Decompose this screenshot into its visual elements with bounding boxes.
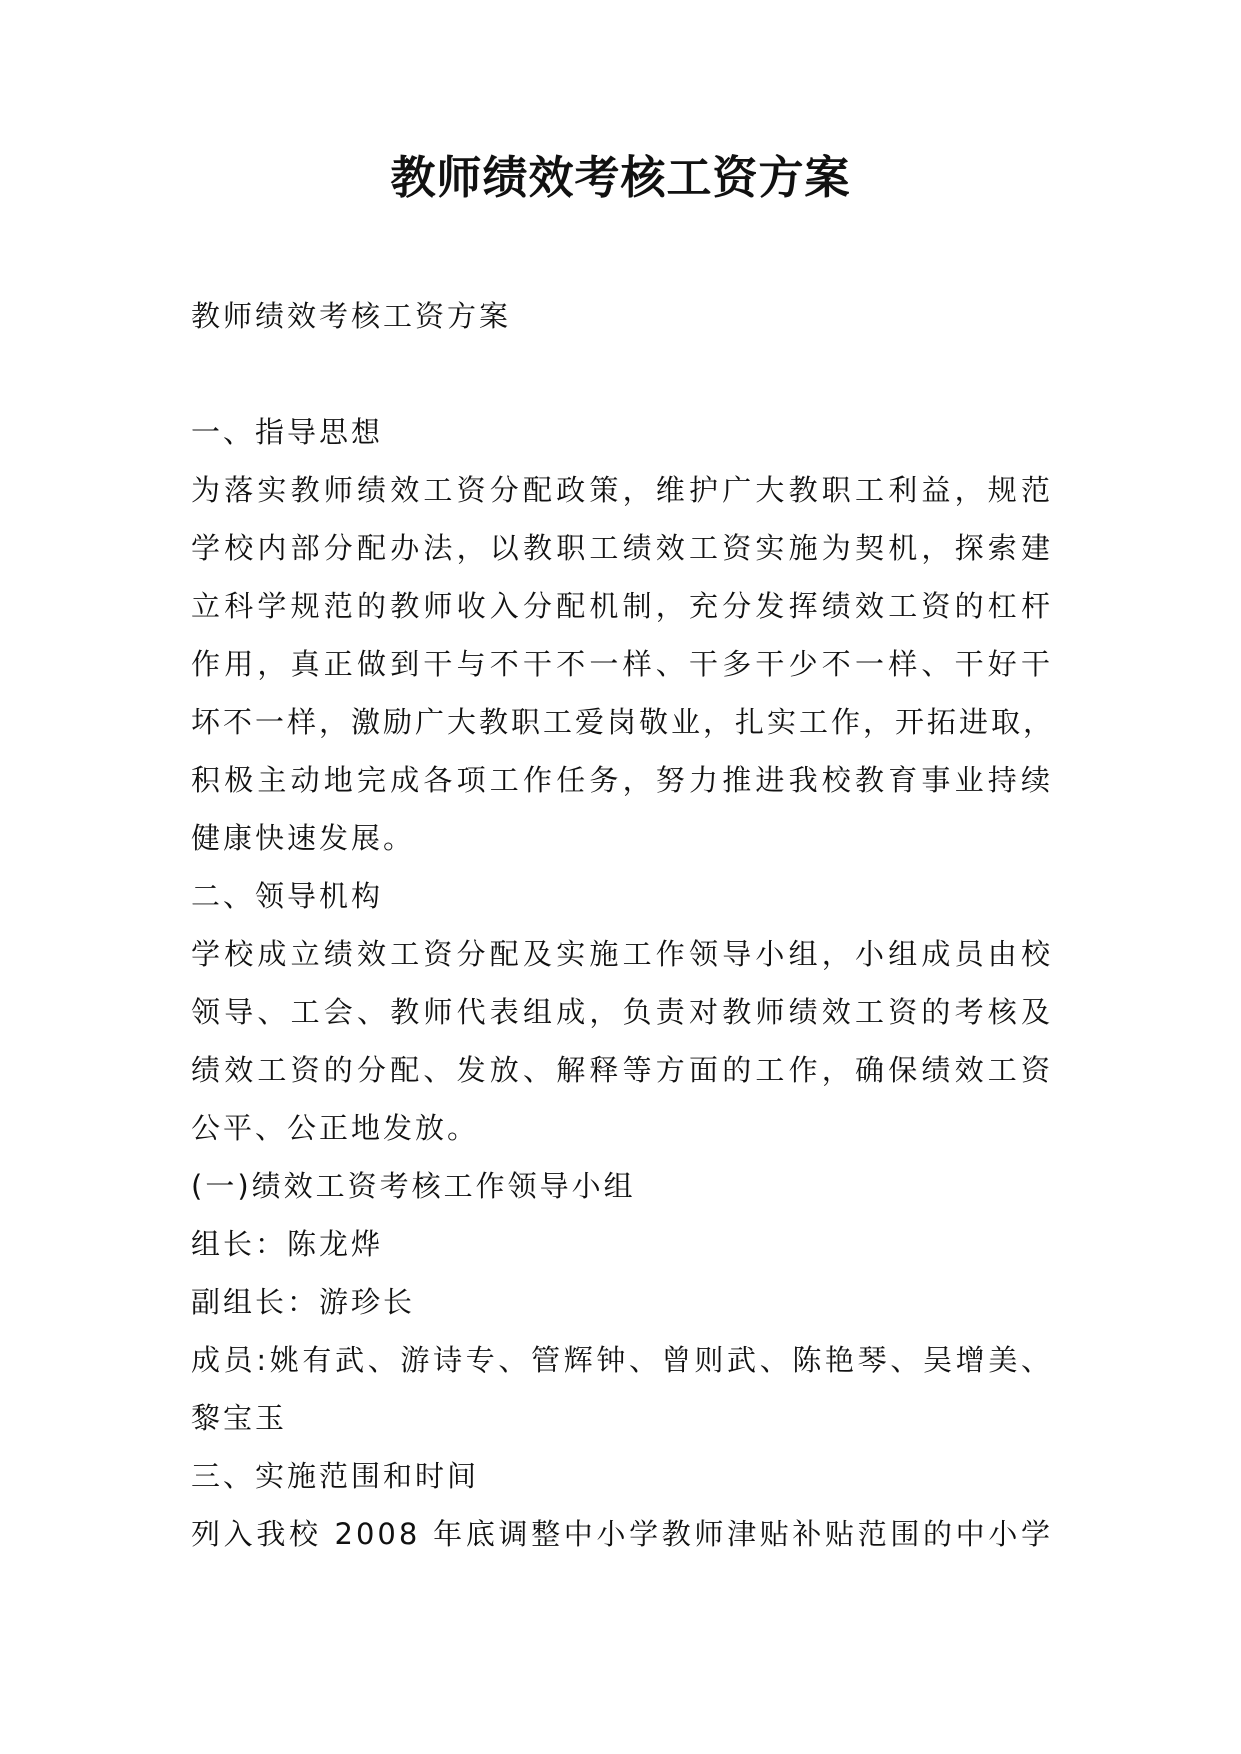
members-line: 成员:姚有武、游诗专、管辉钟、曾则武、陈艳琴、吴增美、 — [191, 1343, 1053, 1377]
members-line: 黎宝玉 — [191, 1401, 288, 1435]
section-heading: 三、实施范围和时间 — [191, 1459, 480, 1493]
section-heading: 一、指导思想 — [191, 415, 384, 449]
paragraph-line: 学校内部分配办法，以教职工绩效工资实施为契机，探索建 — [191, 531, 1053, 565]
paragraph-line: 立科学规范的教师收入分配机制，充分发挥绩效工资的杠杆 — [191, 589, 1053, 623]
section-heading: 二、领导机构 — [191, 879, 384, 913]
paragraph-line: 领导、工会、教师代表组成，负责对教师绩效工资的考核及 — [191, 995, 1053, 1029]
subsection-heading: (一)绩效工资考核工作领导小组 — [191, 1169, 636, 1203]
paragraph-line: 作用，真正做到干与不干不一样、干多干少不一样、干好干 — [191, 647, 1053, 681]
paragraph-line: 绩效工资的分配、发放、解释等方面的工作，确保绩效工资 — [191, 1053, 1053, 1087]
paragraph-line: 坏不一样，激励广大教职工爱岗敬业，扎实工作，开拓进取， — [191, 705, 1056, 739]
paragraph-line: 健康快速发展。 — [191, 821, 416, 855]
blank-line — [191, 345, 1053, 403]
group-leader-line: 组长：陈龙烨 — [191, 1227, 384, 1261]
paragraph-line: 为落实教师绩效工资分配政策，维护广大教职工利益，规范 — [191, 473, 1053, 507]
document-title: 教师绩效考核工资方案 — [390, 151, 851, 204]
paragraph-line: 列入我校 2008 年底调整中小学教师津贴补贴范围的中小学 — [191, 1517, 1053, 1551]
document-body — [191, 287, 1056, 1563]
document-subtitle: 教师绩效考核工资方案 — [191, 299, 512, 333]
paragraph-line: 公平、公正地发放。 — [191, 1111, 480, 1145]
paragraph-line: 学校成立绩效工资分配及实施工作领导小组，小组成员由校 — [191, 937, 1053, 971]
paragraph-line: 积极主动地完成各项工作任务，努力推进我校教育事业持续 — [191, 763, 1053, 797]
deputy-leader-line: 副组长：游珍长 — [191, 1285, 416, 1319]
